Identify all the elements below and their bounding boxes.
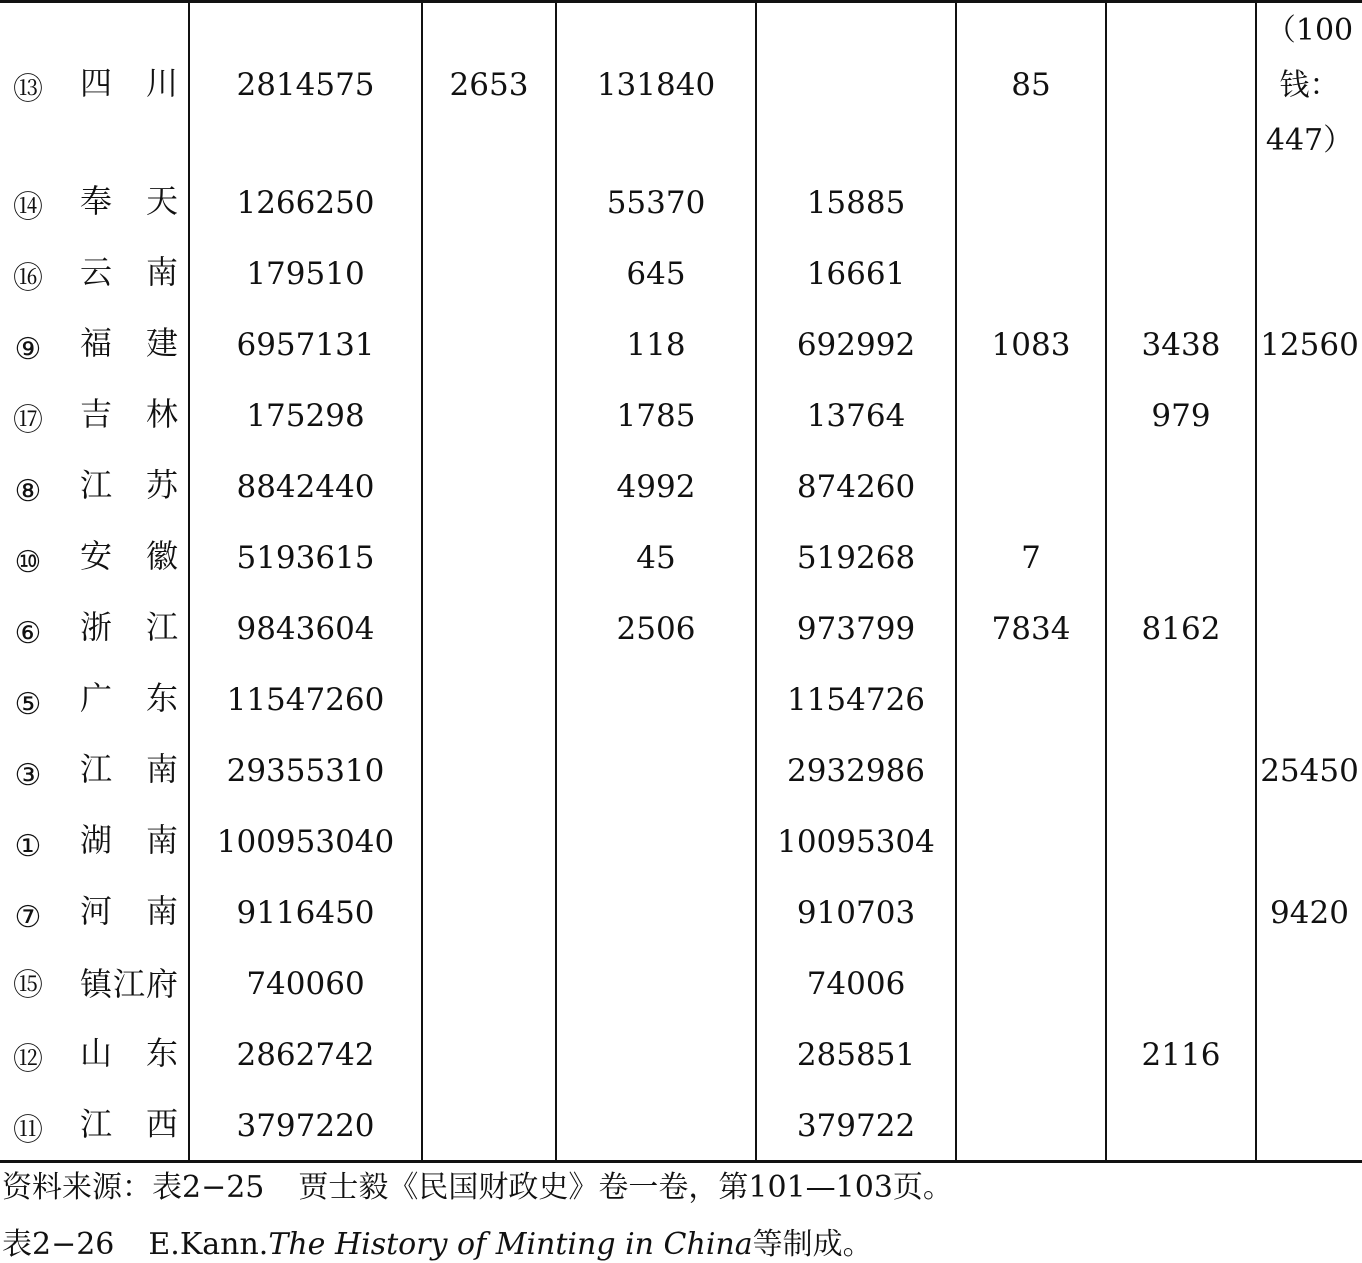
province-name-part: 四 [80, 63, 113, 102]
value-cell-c7 [1256, 3, 1362, 168]
value-cell-c7 [1256, 594, 1362, 665]
value-cell-c6 [1106, 239, 1256, 310]
value-cell-c6 [1106, 1091, 1256, 1162]
province-cell [0, 310, 189, 381]
value-cell-c7: 12560 [1256, 310, 1362, 381]
province-cell [0, 949, 189, 1020]
rank-marker: ⑰ [13, 402, 43, 438]
province-name-part: 南 [145, 891, 178, 930]
rank-marker: ③ [14, 757, 42, 793]
source-note [2, 1170, 953, 1205]
province-cell [0, 594, 189, 665]
value-cell-c6 [1106, 665, 1256, 736]
province-name-part: 吉 [80, 394, 113, 433]
value-cell-c7 [1256, 523, 1362, 594]
table-bottom-rule [0, 1160, 1362, 1163]
province-name [80, 465, 178, 504]
province-name-part: 川 [145, 63, 178, 102]
value-cell-c3: 118 [556, 310, 756, 381]
province-cell [0, 878, 189, 949]
province-name [80, 63, 178, 102]
value-cell-c5 [956, 1020, 1106, 1091]
source-note-2-suffix: 等制成。 [752, 1227, 873, 1262]
value-cell-total: 6957131 [189, 310, 422, 381]
value-cell-c5 [956, 168, 1106, 239]
source-note-prefix: 资料来源：表2−25 [2, 1170, 265, 1205]
value-cell-c2 [422, 594, 556, 665]
value-cell-c6: 979 [1106, 381, 1256, 452]
value-cell-c6 [1106, 807, 1256, 878]
province-name [80, 536, 178, 575]
province-name-part: 江 [80, 749, 113, 788]
rank-marker: ⑯ [13, 260, 43, 296]
province-name-part: 天 [145, 181, 178, 220]
province-cell [0, 1020, 189, 1091]
value-cell-c4: 10095304 [756, 807, 956, 878]
province-cell [0, 523, 189, 594]
value-cell-c6 [1106, 3, 1256, 168]
value-cell-total: 29355310 [189, 736, 422, 807]
rank-marker: ⑩ [14, 544, 42, 580]
value-cell-c5 [956, 949, 1106, 1020]
value-cell-c4: 16661 [756, 239, 956, 310]
province-name-part: 云 [80, 252, 113, 291]
province-name-part: 南 [145, 749, 178, 788]
value-cell-c4 [756, 3, 956, 168]
value-cell-c5 [956, 665, 1106, 736]
value-cell-c5 [956, 736, 1106, 807]
rank-marker: ⑤ [14, 686, 42, 722]
value-cell-c6 [1106, 452, 1256, 523]
table-row [0, 878, 1362, 949]
province-name-part: 广 [80, 678, 113, 717]
value-cell-c2 [422, 736, 556, 807]
value-cell-c2 [422, 878, 556, 949]
table-row [0, 452, 1362, 523]
value-cell-total: 8842440 [189, 452, 422, 523]
value-cell-c7 [1256, 949, 1362, 1020]
province-name-part: 东 [145, 678, 178, 717]
province-name-part: 浙 [80, 607, 113, 646]
value-cell-c3 [556, 1091, 756, 1162]
value-cell-line: 钱： [1279, 68, 1340, 103]
value-cell-c2 [422, 381, 556, 452]
value-cell-c5: 7 [956, 523, 1106, 594]
value-cell-c2: 2653 [422, 3, 556, 168]
province-cell [0, 736, 189, 807]
province-name-part: 湖 [80, 820, 113, 859]
value-cell-c3 [556, 949, 756, 1020]
value-cell-c3 [556, 665, 756, 736]
province-name [80, 394, 178, 433]
province-name [80, 1033, 178, 1072]
value-cell-c5 [956, 239, 1106, 310]
value-cell-total: 9116450 [189, 878, 422, 949]
province-cell [0, 665, 189, 736]
province-name [80, 965, 180, 1003]
value-cell-c3: 4992 [556, 452, 756, 523]
minting-table [0, 3, 1362, 1162]
province-name [80, 323, 178, 362]
province-name-part: 山 [80, 1033, 113, 1072]
province-name [80, 820, 178, 859]
value-cell-c3: 55370 [556, 168, 756, 239]
province-name-part: 南 [145, 252, 178, 291]
table-row [0, 381, 1362, 452]
province-cell [0, 3, 189, 168]
value-cell-c7 [1256, 807, 1362, 878]
value-cell-c7: 9420 [1256, 878, 1362, 949]
value-cell-c5 [956, 807, 1106, 878]
province-name-part: 东 [145, 1033, 178, 1072]
province-cell [0, 1091, 189, 1162]
table-row [0, 523, 1362, 594]
value-cell-c3 [556, 807, 756, 878]
province-name-part: 苏 [145, 465, 178, 504]
value-cell-c4: 692992 [756, 310, 956, 381]
rank-marker: ⑦ [14, 899, 42, 935]
province-name-part: 南 [145, 820, 178, 859]
value-cell-c5 [956, 381, 1106, 452]
table-row [0, 807, 1362, 878]
source-note-2-author: E.Kann. [148, 1227, 269, 1262]
value-cell-c4: 519268 [756, 523, 956, 594]
value-cell-c4: 874260 [756, 452, 956, 523]
rank-marker: ⑨ [14, 331, 42, 367]
province-name-part: 林 [145, 394, 178, 433]
value-cell-c3 [556, 736, 756, 807]
value-cell-c2 [422, 452, 556, 523]
value-cell-c3: 2506 [556, 594, 756, 665]
value-cell-c2 [422, 168, 556, 239]
value-cell-c5 [956, 452, 1106, 523]
province-cell [0, 239, 189, 310]
table-row [0, 168, 1362, 239]
value-cell-c2 [422, 523, 556, 594]
value-cell-c7 [1256, 665, 1362, 736]
province-name [80, 678, 178, 717]
value-cell-c2 [422, 1020, 556, 1091]
value-cell-c7 [1256, 1020, 1362, 1091]
province-name [80, 181, 178, 220]
value-cell-c6: 3438 [1106, 310, 1256, 381]
value-cell-total: 5193615 [189, 523, 422, 594]
value-cell-c7 [1256, 1091, 1362, 1162]
province-name-part: 安 [80, 536, 113, 575]
value-cell-total: 1266250 [189, 168, 422, 239]
province-name-part: 江 [145, 607, 178, 646]
table-row [0, 310, 1362, 381]
value-cell-c4: 910703 [756, 878, 956, 949]
value-cell-c4: 973799 [756, 594, 956, 665]
table-row [0, 1091, 1362, 1162]
province-cell [0, 452, 189, 523]
value-cell-c7: 25450 [1256, 736, 1362, 807]
province-name-part: 江 [80, 465, 113, 504]
value-cell-c2 [422, 665, 556, 736]
province-name-part: 奉 [80, 181, 113, 220]
province-name [80, 607, 178, 646]
table-row [0, 1020, 1362, 1091]
value-cell-total: 2814575 [189, 3, 422, 168]
value-cell-c5 [956, 1091, 1106, 1162]
province-name-part: 镇江府 [80, 965, 180, 1003]
value-cell-c6 [1106, 736, 1256, 807]
rank-marker: ⑭ [13, 189, 43, 225]
value-cell-c7 [1256, 168, 1362, 239]
table-body [0, 3, 1362, 1162]
rank-marker: ⑧ [14, 473, 42, 509]
source-note-2-prefix: 表2−26 [2, 1227, 115, 1262]
value-cell-c2 [422, 1091, 556, 1162]
value-cell-total: 740060 [189, 949, 422, 1020]
value-cell-c6: 8162 [1106, 594, 1256, 665]
value-cell-line: 447） [1265, 123, 1354, 158]
value-cell-c2 [422, 807, 556, 878]
province-name [80, 749, 178, 788]
value-cell-line: （100 [1265, 13, 1354, 48]
province-cell [0, 168, 189, 239]
value-cell-c3: 645 [556, 239, 756, 310]
value-cell-c4: 2932986 [756, 736, 956, 807]
value-cell-c6 [1106, 949, 1256, 1020]
rank-marker: ⑫ [13, 1041, 43, 1077]
value-cell-c2 [422, 239, 556, 310]
table-row [0, 594, 1362, 665]
province-name-part: 徽 [145, 536, 178, 575]
value-cell-c5 [956, 878, 1106, 949]
table-row [0, 949, 1362, 1020]
rank-marker: ⑥ [14, 615, 42, 651]
value-cell-c4: 1154726 [756, 665, 956, 736]
table-row [0, 3, 1362, 168]
province-name [80, 891, 178, 930]
value-cell-total: 2862742 [189, 1020, 422, 1091]
value-cell-c3: 1785 [556, 381, 756, 452]
value-cell-c7 [1256, 239, 1362, 310]
rank-marker: ① [14, 828, 42, 864]
source-note-2-title: The History of Minting in China [268, 1227, 753, 1262]
province-cell [0, 381, 189, 452]
value-cell-c7 [1256, 452, 1362, 523]
value-cell-c2 [422, 310, 556, 381]
value-cell-c6 [1106, 168, 1256, 239]
value-cell-total: 3797220 [189, 1091, 422, 1162]
source-note-2 [2, 1227, 873, 1262]
province-name [80, 252, 178, 291]
value-cell-total: 9843604 [189, 594, 422, 665]
table-row [0, 239, 1362, 310]
value-cell-c3: 131840 [556, 3, 756, 168]
value-cell-c3 [556, 1020, 756, 1091]
value-cell-c2 [422, 949, 556, 1020]
value-cell-c3: 45 [556, 523, 756, 594]
value-cell-c7 [1256, 381, 1362, 452]
value-cell-total: 179510 [189, 239, 422, 310]
value-cell-c3 [556, 878, 756, 949]
value-cell-c4: 74006 [756, 949, 956, 1020]
table-row [0, 736, 1362, 807]
value-cell-total: 11547260 [189, 665, 422, 736]
value-cell-c4: 379722 [756, 1091, 956, 1162]
value-cell-c6: 2116 [1106, 1020, 1256, 1091]
table-row [0, 665, 1362, 736]
province-name-part: 建 [145, 323, 178, 362]
value-cell-c4: 285851 [756, 1020, 956, 1091]
value-cell-c4: 13764 [756, 381, 956, 452]
rank-marker: ⑪ [13, 1112, 43, 1148]
rank-marker: ⑬ [13, 71, 43, 107]
value-cell-c5: 1083 [956, 310, 1106, 381]
value-cell-total: 175298 [189, 381, 422, 452]
province-name-part: 江 [80, 1104, 113, 1143]
value-cell-c6 [1106, 878, 1256, 949]
value-cell-c5: 7834 [956, 594, 1106, 665]
rank-marker: ⑮ [13, 968, 43, 1003]
province-name-part: 福 [80, 323, 113, 362]
province-name [80, 1104, 178, 1143]
value-cell-total: 100953040 [189, 807, 422, 878]
value-cell-c5: 85 [956, 3, 1106, 168]
province-name-part: 西 [145, 1104, 178, 1143]
province-name-part: 河 [80, 891, 113, 930]
value-cell-c6 [1106, 523, 1256, 594]
source-note-text: 贾士毅《民国财政史》卷一卷，第101—103页。 [298, 1170, 953, 1205]
province-cell [0, 807, 189, 878]
value-cell-c4: 15885 [756, 168, 956, 239]
